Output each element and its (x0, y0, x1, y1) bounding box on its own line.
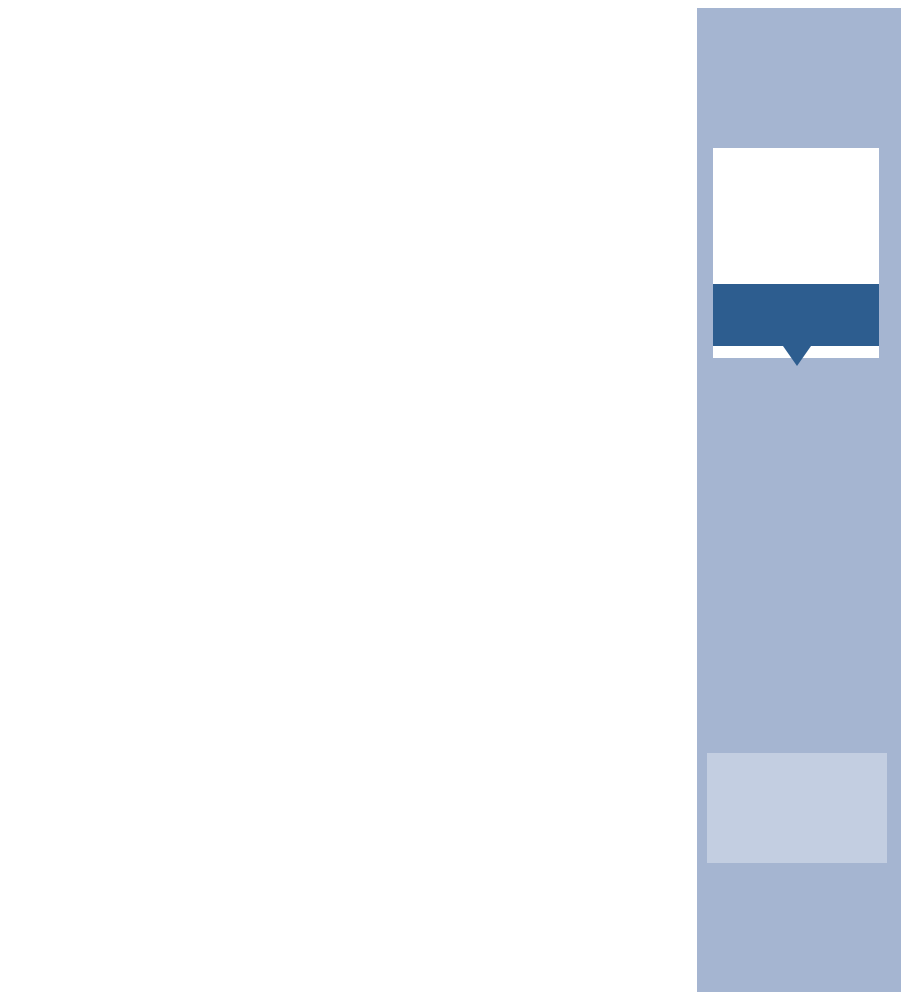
complet-badge (713, 284, 879, 346)
text-info-box (707, 753, 887, 863)
adobe-stock-watermark (2, 760, 32, 980)
cmjn-logo (709, 918, 779, 962)
info-panel (697, 8, 901, 992)
speech-pointer (783, 346, 811, 366)
